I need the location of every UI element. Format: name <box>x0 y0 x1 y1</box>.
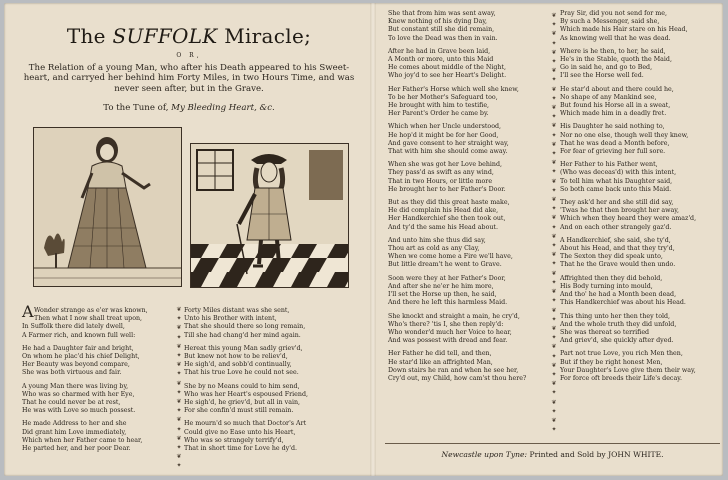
verse-column-3 <box>388 10 548 388</box>
verse-line: For fear of grieving her full sore. <box>560 148 666 156</box>
verse-line: I'll see the Horse well fed. <box>560 72 644 80</box>
verse-line: And was possest with dread and fear. <box>388 337 508 345</box>
verse-line: To be her Mother's Safeguard too, <box>388 93 498 101</box>
verse-line: But constant still she did remain, <box>388 26 495 34</box>
stanza <box>560 123 720 156</box>
verse-column-2 <box>184 307 354 458</box>
woodcut-gentleman <box>190 143 349 288</box>
verse-line: Cry'd out, my Child, how cam'st thou here? <box>388 374 527 382</box>
verse-line: Her Father he did tell, and then, <box>388 350 492 358</box>
verse-line: That in two Hours, or little more <box>388 177 493 185</box>
verse-line: And tho' he had a Month been dead, <box>560 291 677 299</box>
verse-line: He had a Daughter fair and bright, <box>22 344 134 352</box>
verse-line: A Farmer rich, and known full well: <box>22 331 136 339</box>
verse-line: Hereat this young Man sadly griev'd, <box>184 344 303 352</box>
verse-line: For force oft breeds their Life's decay. <box>560 374 682 382</box>
tune-line <box>14 103 364 113</box>
verse-line: Could give no Ease unto his Heart, <box>184 428 296 436</box>
subtitle: The Relation of a young Man, who after his Death appeared to his Sweet-heart, and carryed her behind him Forty Miles, in two Hours Time, and was never seen after, but in the Grave. <box>23 63 355 94</box>
verse-line: A Month or more, unto this Maid <box>388 56 494 64</box>
verse-column-4 <box>560 10 720 388</box>
verse-line: She by no Means could to him send, <box>184 382 300 390</box>
verse-line: And on each other strangely gaz'd. <box>560 223 672 231</box>
stanza <box>560 313 720 346</box>
verse-line: As knowing well that he was dead. <box>560 34 671 42</box>
verse-line: He star'd like an affrighted Man, <box>388 358 493 366</box>
verse-line: That he was dead a Month before, <box>560 139 670 147</box>
verse-line: Nor no one else, though well they knew, <box>560 131 689 139</box>
verse-line: And there he left this harmless Maid. <box>388 299 508 307</box>
verse-line: Unto his Brother with intent, <box>184 315 277 323</box>
verse-line: Soon were they at her Father's Door, <box>388 274 506 282</box>
stanza <box>184 307 354 340</box>
verse-line: Then what I now shall treat upon, <box>34 315 143 323</box>
verse-line: This Handkerchief was about his Head. <box>560 299 686 307</box>
verse-line: So both came back unto this Maid. <box>560 185 672 193</box>
verse-line: Knew nothing of his dying Day, <box>388 18 488 26</box>
verse-line: He comes about middle of the Night, <box>388 64 506 72</box>
verse-line: That she should there so long remain, <box>184 323 306 331</box>
verse-line: And the whole truth they did unfold, <box>560 320 677 328</box>
verse-line: Part not true Love, you rich Men then, <box>560 350 683 358</box>
verse-line: To tell him what his Daughter said, <box>560 177 673 185</box>
verse-line: But knew not how to be reliev'd, <box>184 353 288 361</box>
verse-line: Who wonder'd much her Voice to hear, <box>388 328 512 336</box>
verse-line: And griev'd, she quickly after dyed. <box>560 337 674 345</box>
verse-line: His Body turning into mould, <box>560 282 653 290</box>
verse-line: Her Handkerchief she then took out, <box>388 215 506 223</box>
verse-line: Affrighted then they did behold, <box>560 274 663 282</box>
verse-line: And gave consent to her straight way, <box>388 139 509 147</box>
verse-line: He mourn'd so much that Doctor's Art <box>184 420 307 428</box>
stanza <box>560 199 720 232</box>
verse-line: He was with Love so much possest. <box>22 407 136 415</box>
verse-line: That in short time for Love he dy'd. <box>184 445 298 453</box>
verse-line: Which made him in a deadly fret. <box>560 110 667 118</box>
verse-line: Your Daughter's Love give them their way, <box>560 366 696 374</box>
stanza <box>388 199 548 232</box>
verse-line: Thou art as cold as any Clay, <box>388 245 480 253</box>
stanza <box>388 161 548 194</box>
verse-line: She was thereat so terrified <box>560 328 650 336</box>
verse-line: Her Beauty was beyond compare, <box>22 361 130 369</box>
verse-column-1 <box>22 307 172 458</box>
stanza <box>388 48 548 81</box>
stanza <box>560 275 720 308</box>
verse-line: No shape of any Mankind see, <box>560 93 657 101</box>
verse-line: That with him she should come away. <box>388 148 508 156</box>
verse-line: Where is he then, to her, he said, <box>560 47 666 55</box>
verse-line: On whom he plac'd his chief Delight, <box>22 353 140 361</box>
imprint-text: Printed and Sold by <box>529 450 606 459</box>
verse-line: Which when her Father came to hear, <box>22 436 143 444</box>
verse-line: And ty'd the same his Head about. <box>388 223 498 231</box>
stanza <box>184 345 354 378</box>
verse-line: But as they did this great haste make, <box>388 199 510 207</box>
verse-line: He sigh'd, and sobb'd continually, <box>184 361 292 369</box>
verse-line: He brought her to her Father's Door. <box>388 185 506 193</box>
center-fold <box>370 3 376 476</box>
stanza <box>388 275 548 308</box>
verse-line: Who's there? 'tis I, she then reply'd: <box>388 320 504 328</box>
stanza <box>388 313 548 346</box>
verse-line: He brought with him to testifie, <box>388 102 490 110</box>
verse-line: Who joy'd to see her Heart's Delight. <box>388 72 507 80</box>
verse-line: About his Head, and that they try'd, <box>560 245 675 253</box>
verse-line: He parted her, and her poor Dear. <box>22 445 131 453</box>
verse-line: Till she had chang'd her mind again. <box>184 331 301 339</box>
verse-line: By such a Messenger, said she, <box>560 18 660 26</box>
imprint-rule <box>385 443 720 444</box>
verse-line: He star'd about and there could he, <box>560 85 674 93</box>
verse-line: And unto him she thus did say, <box>388 236 486 244</box>
verse-line: He's in the Stable, quoth the Maid, <box>560 56 672 64</box>
verse-line: For she confin'd must still remain. <box>184 407 294 415</box>
verse-line: To love the Dead was then in vain. <box>388 34 498 42</box>
verse-line: In Suffolk there did lately dwell, <box>22 323 125 331</box>
verse-line: She was both virtuous and fair. <box>22 369 122 377</box>
verse-line: Who was so strangely terrify'd, <box>184 436 284 444</box>
stanza <box>184 383 354 416</box>
verse-line: He made Address to her and she <box>22 420 127 428</box>
ballad-title <box>14 25 364 47</box>
verse-line: This thing unto her then they told, <box>560 312 671 320</box>
tune-prefix: To the Tune of, <box>103 103 169 113</box>
verse-line: But little dream't he went to Grave. <box>388 261 502 269</box>
verse-line: And after she ne'er he him more, <box>388 282 494 290</box>
verse-line: 'Twas he that then brought her away, <box>560 207 680 215</box>
verse-line: That he the Grave would then undo. <box>560 261 676 269</box>
stanza <box>184 420 354 453</box>
broadside-sheet <box>4 3 723 476</box>
verse-line: Her Parent's Order he came by. <box>388 110 489 118</box>
stanza <box>560 10 720 43</box>
stanza <box>22 383 172 416</box>
verse-line: After he had in Grave been laid, <box>388 47 491 55</box>
tune-name: My Bleeding Heart, &c. <box>171 103 275 113</box>
title-the: The <box>66 24 106 48</box>
verse-line: That he could never be at rest, <box>22 399 121 407</box>
stanza <box>560 48 720 81</box>
verse-line: But if they be right honest Men, <box>560 358 663 366</box>
stanza <box>388 350 548 383</box>
verse-line: Which when they heard they were amaz'd, <box>560 215 697 223</box>
verse-line: A Handkerchief, she said, she ty'd, <box>560 236 671 244</box>
stanza <box>560 86 720 119</box>
verse-line: Her Father to his Father went, <box>560 161 658 169</box>
verse-line: They pass'd as swift as any wind, <box>388 169 494 177</box>
verse-line: They ask'd her and she still did say, <box>560 199 674 207</box>
title-miracle: Miracle; <box>224 24 312 48</box>
woman-figure-icon <box>34 128 181 286</box>
title-suffolk: SUFFOLK <box>112 24 218 48</box>
gentleman-figure-icon <box>191 144 348 287</box>
verse-line: But found his Horse all in a sweat, <box>560 102 671 110</box>
imprint-place: Newcastle upon Tyne: <box>441 450 528 459</box>
verse-line: He hop'd it might be for her Good, <box>388 131 499 139</box>
verse-line: I'll set the Horse up then, he said, <box>388 291 497 299</box>
verse-line: He sigh'd, he griev'd, but all in vain, <box>184 399 301 407</box>
verse-line: Forty Miles distant was she sent, <box>184 307 290 314</box>
verse-line: She knockt and straight a main, he cry'd, <box>388 312 520 320</box>
imprint-printer: JOHN WHITE. <box>608 450 664 459</box>
verse-line: Pray Sir, did you not send for me, <box>560 10 667 17</box>
verse-line: A young Man there was living by, <box>22 382 129 390</box>
stanza <box>388 10 548 43</box>
verse-line: That his true Love he could not see. <box>184 369 299 377</box>
verse-line: Who was her Heart's espoused Friend, <box>184 390 309 398</box>
verse-line: Her Father's Horse which well she knew, <box>388 85 519 93</box>
verse-line: She that from him was sent away, <box>388 10 496 17</box>
verse-line: Who was so charmed with her Eye, <box>22 390 135 398</box>
verse-line: Go in said he, and go to Bed, <box>560 64 653 72</box>
verse-line: Down stairs he ran and when he see her, <box>388 366 519 374</box>
stanza <box>22 307 172 340</box>
verse-line: Which when her Uncle understood, <box>388 123 502 131</box>
stanza <box>388 86 548 119</box>
woodcut-woman <box>33 127 182 287</box>
or-line: O R, <box>176 52 202 59</box>
verse-line: His Daughter he said nothing to, <box>560 123 665 131</box>
stanza <box>560 237 720 270</box>
stanza <box>560 161 720 194</box>
drop-cap: A <box>22 302 34 321</box>
verse-line: Which made his Hair stare on his Head, <box>560 26 688 34</box>
ornament-divider-left: ❦ ✦ ❦ ✦ ❦ ✦ ❦ ✦ ❦ ✦ ❦ ✦ ❦ ✦ ❦ ✦ ❦ ✦ <box>176 306 182 470</box>
stanza <box>22 420 172 453</box>
verse-line: Did grant him Love immediately, <box>22 428 127 436</box>
verse-line: The Sexton they did speak unto, <box>560 253 663 261</box>
stanza <box>388 237 548 270</box>
verse-line: When we come home a Fire we'll have, <box>388 253 513 261</box>
verse-line: When she was got her Love behind, <box>388 161 503 169</box>
verse-line: (Who was deceas'd) with this intent, <box>560 169 677 177</box>
verse-line: He did complain his Head did ake, <box>388 207 499 215</box>
stanza <box>22 345 172 378</box>
ornament-divider-right: ❦ ✦ ❦ ✦ ❦ ✦ ❦ ✦ ❦ ✦ ❦ ✦ ❦ ✦ ❦ ✦ ❦ ✦ ❦ ✦ ❦ ✦ ❦ ✦ ❦ ✦ ❦ ✦ ❦ ✦ ❦ ✦ ❦ ✦ ❦ ✦ ❦ ✦ ❦ ✦ ❦ ✦ ❦ ✦ ❦ ✦ <box>551 12 557 434</box>
verse-line: Wonder strange as e'er was known, <box>34 307 148 314</box>
stanza <box>560 350 720 383</box>
imprint <box>385 450 720 459</box>
stanza <box>388 123 548 156</box>
